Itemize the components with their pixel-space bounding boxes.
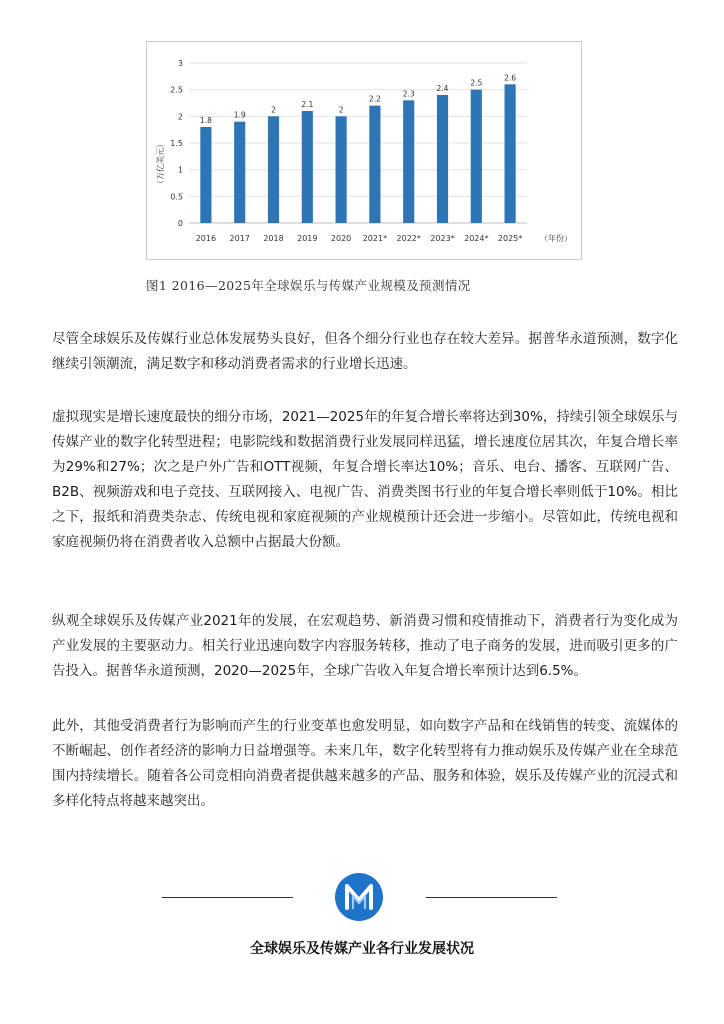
divider-right bbox=[426, 897, 557, 898]
bar bbox=[505, 84, 516, 223]
bar bbox=[268, 116, 279, 223]
bar-value-label: 2 bbox=[338, 105, 344, 115]
chart-bars bbox=[200, 84, 515, 223]
paragraph-4: 此外，其他受消费者行为影响而产生的行业变革也愈发明显，如向数字产品和在线销售的转变、流媒体的不断崛起、创作者经济的影响力日益增强等。未来几年，数字化转型将有力推动娱乐及传媒产业在全球范围内持续增长。随着各公司竞相向消费者提供越来越多的产品、服务和体验，娱乐及传媒产业的沉浸式和多样化特点将越来越突出。 bbox=[52, 718, 678, 809]
bar-value-label: 2.2 bbox=[368, 94, 381, 104]
paragraph-2: 虚拟现实是增长速度最快的细分市场，2021—2025年的年复合增长率将达到30%，持续引领全球娱乐与传媒产业的数字化转型进程；电影院线和数据消费行业发展同样迅猛，增长速度位居其次，年复合增长率为29%和27%；次之是户外广告和OTT视频，年复合增长率达10%；音乐、电台、播客、互联网广告、B2B、视频游戏和电子竞技、互联网接入、电视广告、消费类图书行业的年复合增长率则低于10%。相比之下，报纸和消费类杂志、传统电视和家庭视频的产业规模预计还会进一步缩小。尽管如此，传统电视和家庭视频仍将在消费者收入总额中占据最大份额。 bbox=[52, 409, 678, 550]
paragraph-3: 纵观全球娱乐及传媒产业2021年的发展，在宏观趋势、新消费习惯和疫情推动下，消费者行为变化成为产业发展的主要驱动力。相关行业迅速向数字内容服务转移，推动了电子商务的发展，进而吸引更多的广告投入。据普华永道预测，2020—2025年，全球广告收入年复合增长率预计达到6.5%。 bbox=[52, 613, 678, 679]
x-tick-label: 2023* bbox=[430, 234, 455, 243]
bar-chart bbox=[146, 41, 582, 260]
bar-value-label: 2.4 bbox=[436, 84, 449, 93]
y-tick-label: 3 bbox=[177, 59, 183, 68]
bar-value-label: 2 bbox=[271, 105, 276, 115]
x-tick-label: 2024* bbox=[464, 234, 489, 243]
y-tick-label: 0 bbox=[177, 219, 183, 228]
bar-value-label: 2.6 bbox=[504, 73, 517, 83]
x-tick-label: 2019 bbox=[297, 234, 318, 243]
x-tick-label: 2017 bbox=[229, 234, 250, 243]
bar bbox=[336, 116, 347, 223]
bar-value-label: 2.1 bbox=[301, 100, 314, 109]
y-tick-label: 0.5 bbox=[170, 192, 183, 202]
bar-value-label: 1.8 bbox=[199, 116, 212, 125]
y-tick-label: 2.5 bbox=[170, 85, 183, 95]
divider-left bbox=[162, 897, 293, 898]
y-tick-label: 2 bbox=[177, 112, 183, 122]
chart-ylabel: （万亿美元） bbox=[156, 140, 165, 188]
bar bbox=[369, 106, 380, 223]
bar bbox=[302, 111, 313, 223]
bar-value-label: 1.9 bbox=[233, 110, 246, 120]
figure-caption: 图1 2016—2025年全球娱乐与传媒产业规模及预测情况 bbox=[146, 278, 471, 293]
x-tick-label: 2020 bbox=[330, 234, 352, 243]
bar bbox=[403, 100, 414, 223]
x-tick-label: 2022* bbox=[396, 234, 421, 243]
bar bbox=[437, 95, 448, 223]
bar-value-label: 2.5 bbox=[470, 78, 483, 88]
x-tick-label: 2021* bbox=[362, 234, 388, 243]
m-logo-icon bbox=[334, 872, 384, 922]
chart-svg bbox=[147, 42, 581, 259]
bar bbox=[471, 90, 482, 223]
x-tick-label: 2016 bbox=[195, 234, 217, 243]
chart-xlabel: （年份） bbox=[540, 234, 572, 243]
y-tick-label: 1 bbox=[177, 165, 183, 175]
bar bbox=[234, 122, 245, 223]
x-tick-label: 2018 bbox=[263, 234, 284, 243]
footer-title: 全球娱乐及传媒产业各行业发展状况 bbox=[250, 941, 474, 957]
bar bbox=[200, 127, 211, 223]
paragraph-1: 尽管全球娱乐及传媒行业总体发展势头良好，但各个细分行业也存在较大差异。据普华永道预测，数字化继续引领潮流，满足数字和移动消费者需求的行业增长迅速。 bbox=[52, 331, 678, 372]
y-tick-label: 1.5 bbox=[170, 139, 183, 148]
x-tick-label: 2025* bbox=[497, 234, 523, 243]
bar-value-label: 2.3 bbox=[402, 89, 415, 99]
